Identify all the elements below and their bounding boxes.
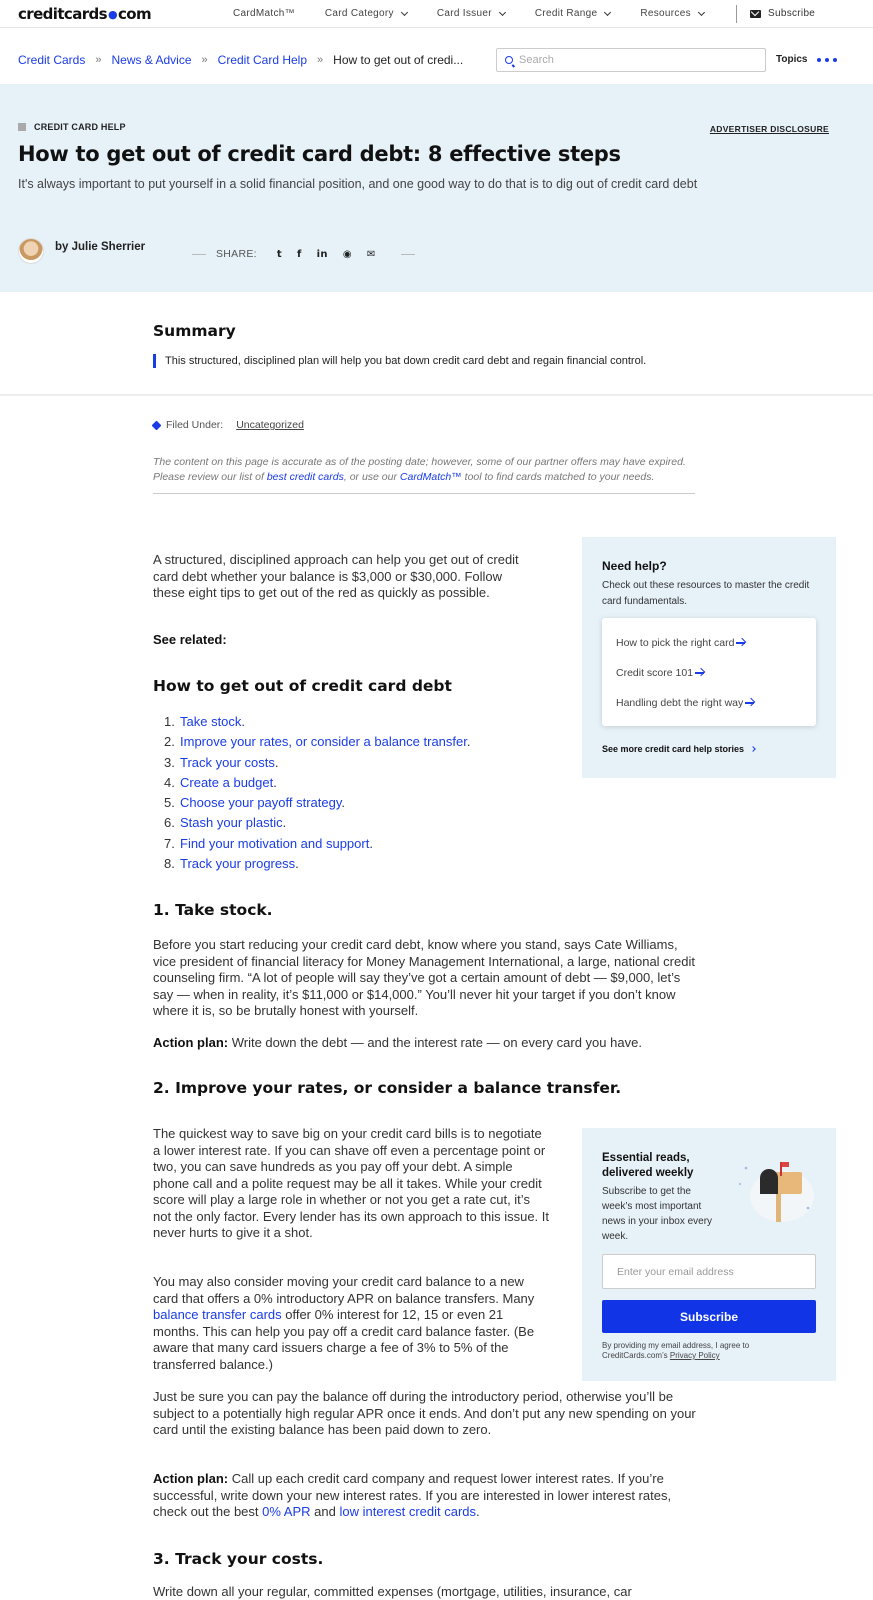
punctuation: . [273, 774, 277, 790]
email-icon[interactable]: ✉ [366, 248, 376, 260]
nav-credit-range[interactable] [535, 8, 611, 19]
disclaimer-text: tool to find cards matched to your needs. [461, 471, 655, 483]
chevron-right-icon [750, 746, 756, 752]
action-plan [153, 1471, 698, 1521]
need-help-box [582, 537, 836, 778]
toc-link[interactable]: Improve your rates, or consider a balance transfer [180, 734, 467, 750]
help-link-handling-debt[interactable] [616, 697, 755, 709]
action-plan-text: Call up each credit card company and request lower interest rates. If you’re successful, write down your new interest rates. If you are interested in lower interest rates, check out the best [153, 1471, 672, 1519]
chevron-down-icon [604, 8, 611, 15]
newsletter-subtitle: Subscribe to get the week’s most important news in your inbox every week. [602, 1186, 713, 1242]
section-heading: 1. Take stock. [153, 901, 273, 919]
nav-card-category[interactable] [325, 8, 407, 19]
section-paragraph: Just be sure you can pay the balance off during the introductory period, otherwise you’ll be subject to a potentially high regular APR once it ends. And don’t put any new spending on your card until the existing balance has been paid down to zero. [153, 1389, 696, 1437]
item-number: 1. [164, 714, 175, 729]
cardmatch-link[interactable]: CardMatch™ [399, 471, 462, 483]
main-menu [233, 8, 734, 19]
article-deck: It's always important to put yourself in a solid financial position, and one good way to do that is to dig out of credit card debt [18, 177, 698, 191]
punctuation: . [241, 714, 246, 729]
list-item [164, 854, 471, 874]
arrow-right-icon [736, 638, 746, 648]
category-text: CREDIT CARD HELP [34, 122, 126, 132]
breadcrumb-separator: » [95, 54, 102, 66]
toc-link[interactable]: Track your costs [180, 754, 275, 770]
toc-link[interactable]: Track your progress [180, 856, 296, 872]
author-byline[interactable]: by Julie Sherrier [55, 241, 146, 253]
summary-heading: Summary [153, 322, 236, 340]
list-item [164, 732, 471, 752]
category-label[interactable] [18, 122, 126, 132]
toc-link[interactable]: Choose your payoff strategy [180, 795, 342, 811]
punctuation: . [274, 754, 279, 770]
section-paragraph [153, 1274, 549, 1373]
best-credit-cards-link[interactable]: best credit cards [266, 471, 344, 483]
content-disclaimer [153, 455, 695, 494]
newsletter-box [582, 1128, 836, 1381]
filed-category-link[interactable]: Uncategorized [236, 419, 304, 431]
share-label: SHARE: [216, 248, 257, 260]
help-link-label: Credit score 101 [616, 667, 694, 679]
section-paragraph: Write down all your regular, committed expenses (mortgage, utilities, insurance, car [153, 1584, 632, 1599]
punctuation: . [476, 1504, 480, 1519]
nav-resources[interactable] [640, 8, 704, 19]
punctuation: . [282, 815, 287, 831]
action-plan [153, 1035, 698, 1052]
nav-cardmatch[interactable] [233, 8, 295, 19]
divider [192, 254, 206, 255]
nav-label: Card Category [324, 8, 394, 19]
list-item [164, 834, 471, 854]
linkedin-icon[interactable]: in [316, 248, 328, 260]
logo-text-right: com [118, 5, 152, 23]
breadcrumb-separator: » [317, 54, 324, 66]
disclaimer-text: , or use our [343, 471, 400, 483]
section-paragraph: The quickest way to save big on your credit card bills is to negotiate a lower interest rate. If you can shave off even a percentage point or two, you can save hundreds as you pay off your debt. A simple phone call and a polite request may be all it takes. While your credit score will play a large role in whether or not you get a rate cut, it’s not the only factor. Every lender has its own approach to this issue. It never hurts to give it a shot. [153, 1126, 549, 1240]
subscribe-label: Subscribe [768, 8, 816, 19]
logo-text-left: creditcards [18, 5, 107, 23]
item-number: 8. [164, 856, 175, 872]
summary-section [0, 292, 873, 396]
action-plan-text: Write down the debt — and the interest rate — on every card you have. [228, 1035, 642, 1050]
arrow-right-icon [745, 698, 755, 708]
list-item [164, 793, 471, 813]
twitter-icon[interactable]: t [276, 248, 282, 260]
mailbox-illustration-icon [732, 1150, 816, 1224]
topics-menu[interactable] [776, 54, 841, 65]
intro-paragraph: A structured, disciplined approach can help you get out of credit card debt whether your balance is $3,000 or $30,000. Follow these eight tips to get out of the red as quickly as possible. [153, 552, 519, 600]
filed-label: Filed Under: [166, 419, 224, 431]
action-plan-label: Action plan: [153, 1471, 229, 1486]
help-link-label: Handling debt the right way [616, 697, 744, 709]
item-number: 6. [164, 815, 175, 831]
toc-link[interactable]: Find your motivation and support [180, 835, 370, 851]
item-number: 4. [164, 774, 175, 790]
nav-label: CardMatch™ [233, 8, 295, 19]
more-dots-icon [817, 58, 841, 62]
see-more-help-link[interactable] [602, 744, 755, 754]
breadcrumb-separator: » [201, 54, 208, 66]
help-links-card [602, 618, 816, 726]
search-icon[interactable] [505, 56, 513, 64]
nav-label: Credit Range [534, 8, 598, 19]
section-paragraph: Before you start reducing your credit card debt, know where you stand, says Cate Williams, vice president of financial literacy for Money Management International, a large, national credit counseling firm. “A lot of people will say they’ve got a certain amount of debt — $9,000, let’s say — when in reality, it’s $11,000 or $14,000.” You’ll never hit your target if you don’t know where it is, so be brutally honest with yourself. [153, 937, 695, 1018]
newsletter-email-input[interactable] [602, 1254, 816, 1289]
see-more-label: See more credit card help stories [602, 744, 745, 754]
share-bar [192, 248, 415, 260]
newsletter-subscribe-button[interactable]: Subscribe [602, 1300, 816, 1333]
punctuation: . [295, 856, 299, 872]
advertiser-disclosure-link[interactable]: ADVERTISER DISCLOSURE [709, 124, 829, 134]
avatar [18, 238, 44, 264]
chevron-down-icon [499, 8, 506, 15]
item-number: 3. [164, 754, 175, 770]
toc-link[interactable]: Create a budget [180, 774, 274, 790]
help-link-pick-card[interactable] [616, 637, 746, 649]
need-help-subtitle: Check out these resources to master the credit card fundamentals. [602, 580, 810, 607]
summary-text: This structured, disciplined plan will help you bat down credit card debt and regain financial control. [153, 354, 646, 368]
breadcrumb-current: How to get out of credi... [333, 53, 464, 67]
fine-print-text: By providing my email address, I agree to CreditCards.com’s [602, 1341, 750, 1360]
tag-icon [152, 420, 162, 430]
filed-under [153, 419, 304, 431]
page-title: How to get out of credit card debt: 8 effective steps [18, 142, 621, 166]
privacy-policy-link[interactable]: Privacy Policy [669, 1351, 720, 1360]
logo-dot: ● [108, 8, 117, 21]
list-item [164, 773, 471, 793]
toc-link[interactable]: Stash your plastic [180, 815, 283, 831]
chevron-down-icon [401, 8, 408, 15]
breadcrumb-credit-card-help[interactable]: Credit Card Help [217, 53, 308, 67]
disclaimer-text: The content on this page is accurate as of the posting date; however, some of our partner offers may have expired. Please review our list of [153, 456, 686, 483]
category-square-icon [18, 123, 26, 131]
search-box [496, 48, 766, 72]
item-number: 5. [164, 795, 175, 811]
list-item [164, 813, 471, 833]
nav-label: Card Issuer [436, 8, 492, 19]
search-input[interactable] [519, 54, 749, 66]
paragraph-text: You may also consider moving your credit card balance to a new card that offers a 0% introductory APR on balance transfers. Many [153, 1274, 535, 1306]
item-number: 7. [164, 835, 175, 851]
punctuation: . [466, 734, 471, 750]
toc-heading: How to get out of credit card debt [153, 677, 452, 695]
paragraph-text: offer 0% interest for 12, 15 or even 21 months. This can help you pay off a credit card balance faster. (Be aware that many card issuers charge a fee of 3% to 5% of the transferred balance.) [153, 1307, 535, 1372]
breadcrumb-news-advice[interactable]: News & Advice [111, 53, 192, 67]
article-header [0, 84, 873, 292]
breadcrumb-bar [0, 28, 873, 84]
table-of-contents [164, 712, 471, 874]
arrow-right-icon [695, 668, 705, 678]
zero-apr-link[interactable]: 0% APR [262, 1504, 311, 1519]
top-navigation [0, 0, 873, 28]
chevron-down-icon [698, 8, 705, 15]
facebook-icon[interactable]: f [297, 248, 302, 260]
reddit-icon[interactable]: ◉ [342, 248, 352, 260]
section-heading: 2. Improve your rates, or consider a balance transfer. [153, 1079, 622, 1097]
punctuation: . [341, 795, 346, 811]
low-interest-cards-link[interactable]: low interest credit cards [339, 1504, 477, 1519]
list-item [164, 753, 471, 773]
nav-label: Resources [640, 8, 691, 19]
newsletter-fine-print [602, 1341, 802, 1361]
toc-link[interactable]: Take stock [180, 714, 242, 729]
author-block [18, 238, 145, 264]
envelope-icon [750, 10, 761, 18]
breadcrumb [18, 53, 463, 67]
topics-label: Topics [776, 54, 808, 65]
action-plan-text: and [310, 1504, 340, 1519]
subscribe-link[interactable] [750, 8, 815, 19]
nav-divider [736, 5, 737, 23]
item-number: 2. [164, 734, 175, 750]
nav-card-issuer[interactable] [437, 8, 505, 19]
breadcrumb-credit-cards[interactable]: Credit Cards [18, 53, 86, 67]
divider [401, 254, 415, 255]
balance-transfer-cards-link[interactable]: balance transfer cards [153, 1307, 282, 1322]
help-link-credit-score[interactable] [616, 667, 705, 679]
list-item [164, 712, 471, 732]
section-heading: 3. Track your costs. [153, 1550, 324, 1568]
see-related-label: See related: [153, 632, 227, 647]
action-plan-label: Action plan: [153, 1035, 229, 1050]
help-link-label: How to pick the right card [616, 637, 735, 649]
newsletter-heading: Essential reads, delivered weekly [602, 1152, 694, 1179]
need-help-heading: Need help? [602, 559, 667, 573]
site-logo[interactable] [18, 5, 151, 23]
punctuation: . [369, 835, 373, 851]
